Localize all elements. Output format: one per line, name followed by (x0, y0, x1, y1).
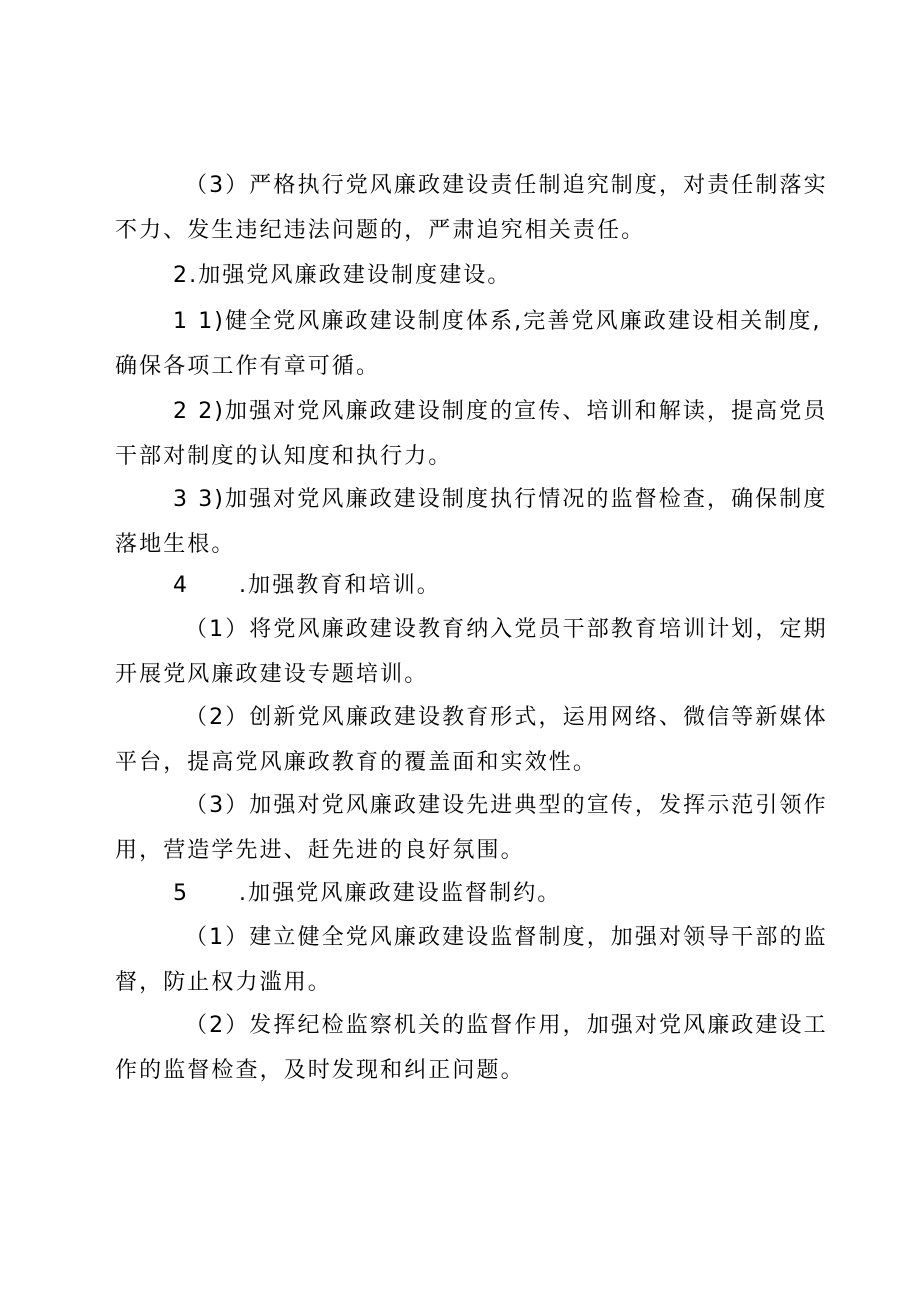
paragraph-line: （1）将党风廉政建设教育纳入党员干部教育培训计划，定期 (185, 617, 828, 642)
paragraph-line: 平台，提高党风廉政教育的覆盖面和实效性。 (115, 750, 598, 775)
paragraph-line: 作的监督检查，及时发现和纠正问题。 (115, 1058, 525, 1083)
paragraph-line: 不力、发生违纪违法问题的，严肃追究相关责任。 (115, 218, 646, 243)
paragraph-line: 2 2)加强对党风廉政建设制度的宣传、培训和解读，提高党员 (173, 399, 828, 424)
paragraph-line: 用，营造学先进、赶先进的良好氛围。 (115, 838, 525, 863)
paragraph-line: 确保各项工作有章可循。 (115, 354, 381, 379)
paragraph-line: 开展党风廉政建设专题培训。 (115, 662, 429, 687)
paragraph-line: （1）建立健全党风廉政建设监督制度，加强对领导干部的监 (185, 925, 828, 950)
paragraph-item-3-models (115, 783, 828, 873)
paragraph-line: （3）加强对党风廉政建设先进典型的宣传，发挥示范引领作 (185, 793, 828, 818)
paragraph-item-3-supervision (115, 477, 828, 567)
section-number: 5 (173, 881, 190, 906)
heading-text: .加强教育和培训。 (239, 573, 441, 598)
paragraph-item-1-system (115, 299, 822, 389)
section-heading-5 (115, 871, 815, 916)
paragraph-item-2-innovation (115, 695, 828, 785)
section-heading-2 (115, 253, 815, 298)
paragraph-line: 督，防止权力滥用。 (115, 970, 332, 995)
paragraph-line: 干部对制度的认知度和执行力。 (115, 444, 453, 469)
heading-line: 2.加强党风廉政建设制度建设。 (173, 263, 512, 288)
heading-line (115, 563, 815, 608)
paragraph-item-1-education (115, 607, 828, 697)
paragraph-line: 1 1)健全党风廉政建设制度体系,完善党风廉政建设相关制度, (173, 309, 822, 334)
paragraph-line: （2）创新党风廉政建设教育形式，运用网络、微信等新媒体 (185, 705, 828, 730)
section-heading-4 (115, 563, 815, 608)
paragraph-item-2-discipline (115, 1003, 828, 1093)
heading-text: .加强党风廉政建设监督制约。 (239, 881, 562, 906)
paragraph-item-3-responsibility (115, 163, 828, 253)
paragraph-line: 落地生根。 (115, 532, 236, 557)
paragraph-line: （3）严格执行党风廉政建设责任制追究制度，对责任制落实 (185, 173, 828, 198)
heading-line (115, 871, 815, 916)
paragraph-line: （2）发挥纪检监察机关的监督作用，加强对党风廉政建设工 (185, 1013, 828, 1038)
paragraph-item-2-publicity (115, 389, 828, 479)
section-number: 4 (173, 573, 190, 598)
paragraph-line: 3 3)加强对党风廉政建设制度执行情况的监督检查，确保制度 (173, 487, 828, 512)
paragraph-item-1-oversight (115, 915, 828, 1005)
